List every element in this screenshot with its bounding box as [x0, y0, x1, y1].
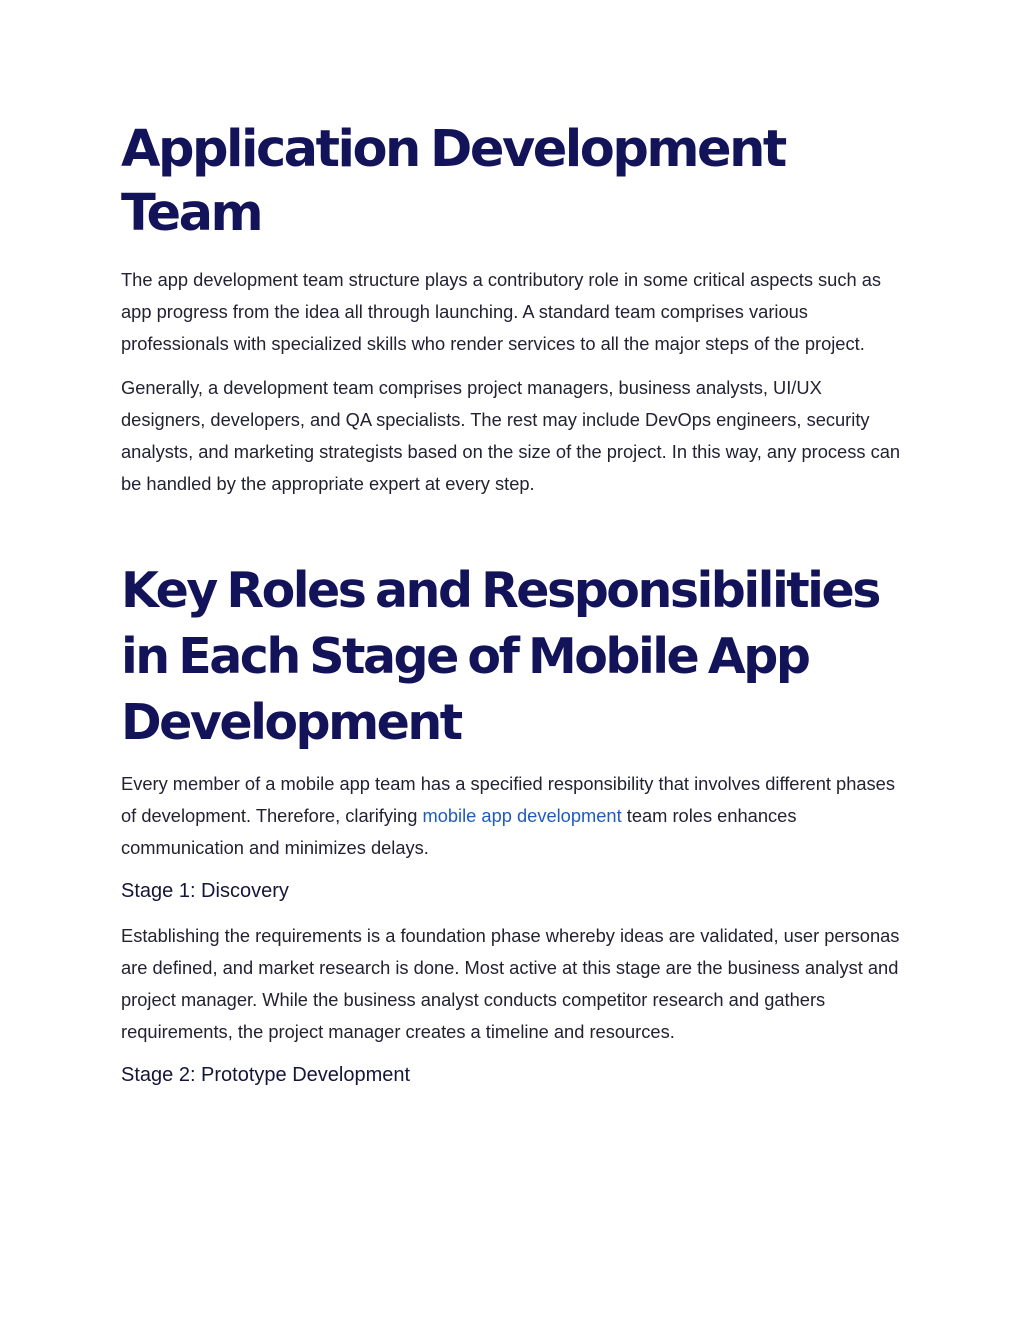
stage-1-title: Stage 1: Discovery	[121, 880, 289, 902]
intro-text-before-link: Every member of a mobile app team has a specified responsibility that involves different phases of development. Therefore, clarifying	[121, 773, 895, 826]
intro-text-after-link: team roles enhances communication and minimizes delays.	[121, 805, 797, 858]
paragraph-stage-1-discovery: Establishing the requirements is a foundation phase whereby ideas are validated, user personas are defined, and market research is done. Most active at this stage are the business analyst and project manager. While the business analyst conducts competitor research and gathers requirements, the project manager creates a timeline and resources.	[121, 925, 900, 1042]
paragraph-team-structure: The app development team structure plays a contributory role in some critical aspects such as app progress from the idea all through launching. A standard team comprises various professionals with specialized skills who render services to all the major steps of the project.	[121, 269, 882, 354]
paragraph-team-composition: Generally, a development team comprises project managers, business analysts, UI/UX designers, developers, and QA specialists. The rest may include DevOps engineers, security analysts, and marketing strategists based on the size of the project. In this way, any process can be handled by the appropriate expert at every step.	[121, 377, 901, 494]
section-heading-app-dev-team: Application Development Team	[121, 120, 785, 243]
stage-2-title: Stage 2: Prototype Development	[121, 1064, 411, 1086]
section-heading-key-roles: Key Roles and Responsibilities in Each Stage of Mobile App Development	[121, 562, 879, 751]
mobile-app-development-link[interactable]: mobile app development	[422, 805, 622, 826]
document-page	[121, 118, 907, 1104]
paragraph-roles-intro	[121, 768, 907, 864]
